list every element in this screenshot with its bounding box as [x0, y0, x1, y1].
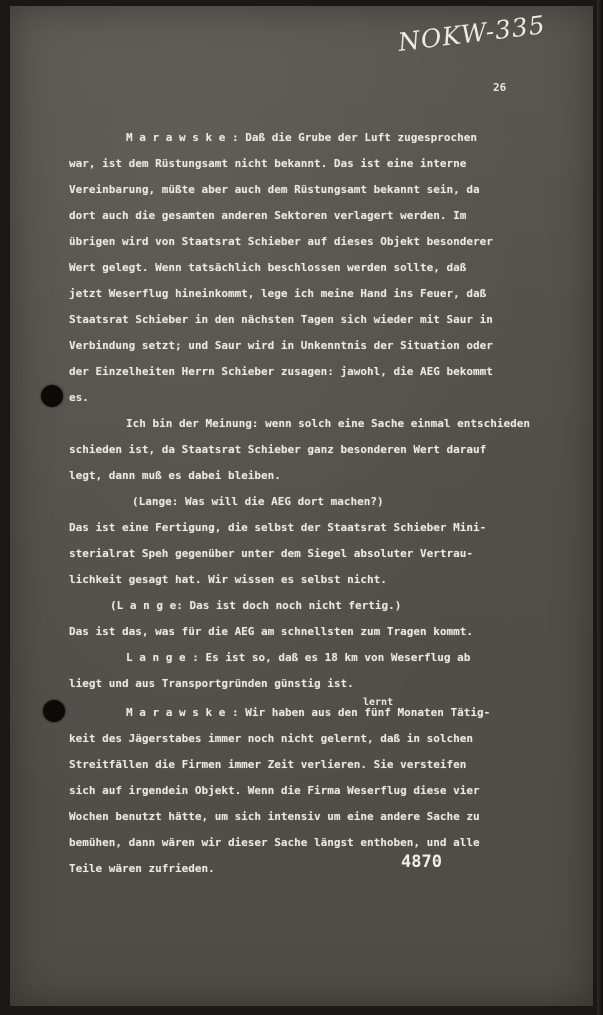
text-line: übrigen wird von Staatsrat Schieber auf dieses Objekt besonderer [69, 235, 493, 248]
document-number: 4870 [401, 852, 442, 872]
text-line: keit des Jägerstabes immer noch nicht gelernt, daß in solchen [69, 732, 473, 745]
text-line: L a n g e : Es ist so, daß es 18 km von Weserflug ab [126, 651, 471, 664]
text-line: Staatsrat Schieber in den nächsten Tagen sich wieder mit Saur in [69, 313, 493, 326]
text-line: M a r a w s k e : Daß die Grube der Luft zugesprochen [126, 131, 477, 144]
text-line: der Einzelheiten Herrn Schieber zusagen: jawohl, die AEG bekommt [69, 365, 493, 378]
text-line: sterialrat Speh gegenüber unter dem Siegel absoluter Vertrau- [69, 547, 473, 560]
text-line: (Lange: Was will die AEG dort machen?) [132, 495, 384, 508]
text-line: M a r a w s k e : Wir haben aus den fünf Monaten Tätig- [126, 706, 491, 719]
text-line: Ich bin der Meinung: wenn solch eine Sache einmal entschieden [126, 417, 530, 430]
text-line: lichkeit gesagt hat. Wir wissen es selbst nicht. [69, 573, 387, 586]
text-line: Das ist eine Fertigung, die selbst der Staatsrat Schieber Mini- [69, 521, 487, 534]
text-line: sich auf irgendein Objekt. Wenn die Firma Weserflug diese vier [69, 784, 480, 797]
text-line: schieden ist, da Staatsrat Schieber ganz besonderen Wert darauf [69, 443, 487, 456]
text-line: Streitfällen die Firmen immer Zeit verlieren. Sie versteifen [69, 758, 467, 771]
text-line: dort auch die gesamten anderen Sektoren verlagert werden. Im [69, 209, 467, 222]
handwritten-document-code: NOKW-335 [396, 10, 548, 58]
text-line: bemühen, dann wären wir dieser Sache längst enthoben, und alle [69, 836, 480, 849]
text-line: Das ist das, was für die AEG am schnellsten zum Tragen kommt. [69, 625, 473, 638]
text-line: Wochen benutzt hätte, um sich intensiv um eine andere Sache zu [69, 810, 480, 823]
text-line: legt, dann muß es dabei bleiben. [69, 469, 281, 482]
text-line: Teile wären zufrieden. [69, 862, 215, 875]
page-number: 26 [493, 81, 507, 94]
text-line: Verbindung setzt; und Saur wird in Unkenntnis der Situation oder [69, 339, 493, 352]
text-line: jetzt Weserflug hineinkommt, lege ich meine Hand ins Feuer, daß [69, 287, 487, 300]
text-line: es. [69, 391, 89, 404]
typed-correction: lernt [363, 697, 394, 708]
text-line: Vereinbarung, müßte aber auch dem Rüstungsamt bekannt sein, da [69, 183, 480, 196]
text-line: liegt und aus Transportgründen günstig ist. [69, 677, 354, 690]
text-line: (L a n g e: Das ist doch noch nicht fertig.) [110, 599, 402, 612]
text-line: war, ist dem Rüstungsamt nicht bekannt. Das ist eine interne [69, 157, 467, 170]
text-line: Wert gelegt. Wenn tatsächlich beschlossen werden sollte, daß [69, 261, 467, 274]
